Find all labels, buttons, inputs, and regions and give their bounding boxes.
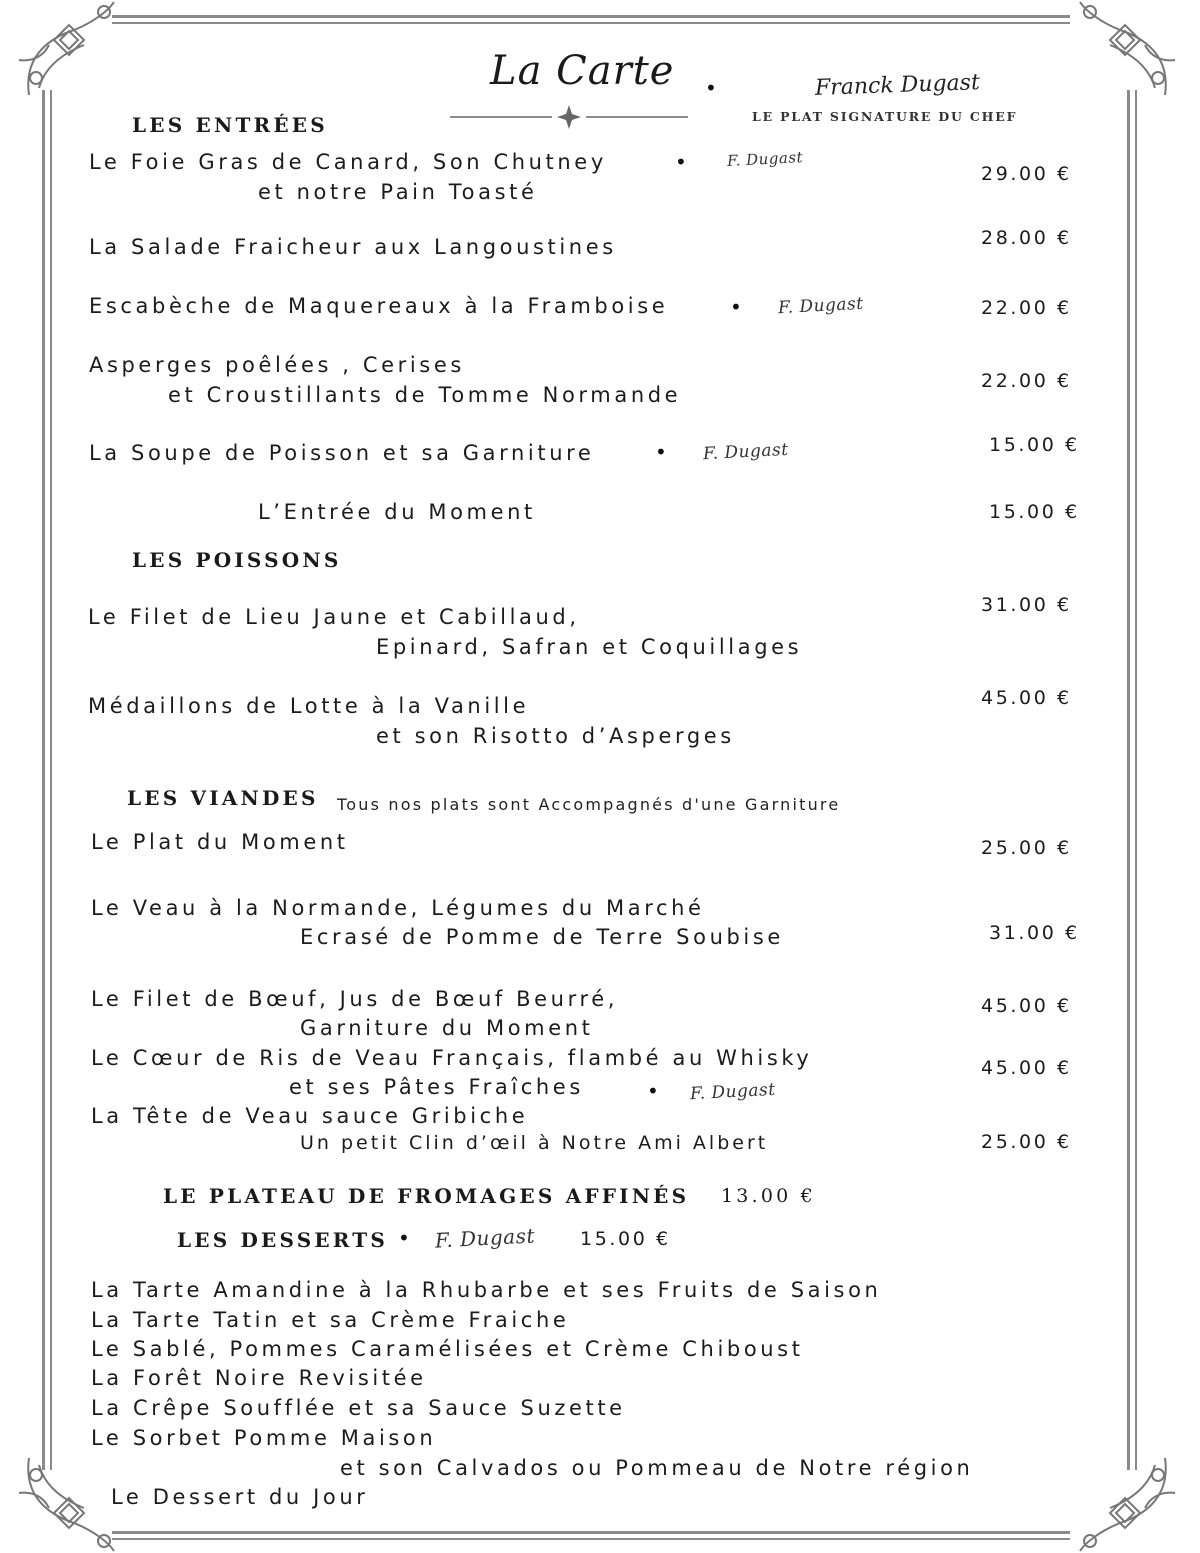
header-bullet: • [705,76,717,100]
menu-item-price: 25.00 € [981,837,1072,859]
menu-item-price: 25.00 € [981,1131,1072,1153]
menu-item-name: Le Cœur de Ris de Veau Français, flambé au Whisky [91,1046,813,1070]
corner-ornament-bottom-right-icon [1070,1453,1180,1553]
chef-signature-mark: F. Dugast [434,1223,536,1253]
menu-item-name: L’Entrée du Moment [258,500,536,524]
section-note: Tous nos plats sont Accompagnés d'une Garniture [337,795,841,814]
dessert-item: La Tarte Tatin et sa Crème Fraiche [91,1308,570,1332]
menu-item-name: Le Veau à la Normande, Légumes du Marché [91,896,705,920]
section-heading-desserts: LES DESSERTS [177,1228,388,1252]
menu-item-name: La Soupe de Poisson et sa Garniture [89,441,595,465]
menu-item-detail: Ecrasé de Pomme de Terre Soubise [300,925,784,949]
frame-top-line-inner [112,22,1070,24]
menu-item-name: Le Filet de Lieu Jaune et Cabillaud, [88,605,580,629]
signature-bullet: • [675,150,687,174]
menu-item-detail: et ses Pâtes Fraîches [289,1075,584,1099]
corner-ornament-bottom-left-icon [14,1453,124,1553]
frame-top-line [112,15,1070,18]
page-title: La Carte [490,48,675,94]
chef-signature-mark: F. Dugast [702,439,790,465]
menu-item-price: 45.00 € [981,687,1072,709]
menu-item-price: 45.00 € [981,1057,1072,1079]
signature-bullet: • [398,1226,410,1250]
menu-item-price: 22.00 € [981,297,1072,319]
menu-item-price: 29.00 € [981,163,1072,185]
menu-item-price: 31.00 € [989,922,1080,944]
menu-item-detail: et notre Pain Toasté [258,180,538,204]
frame-bottom-line-inner [112,1538,1070,1540]
frame-left-line-inner [50,90,52,1470]
dessert-item: Le Dessert du Jour [111,1485,369,1509]
dessert-item: La Forêt Noire Revisitée [91,1366,427,1390]
menu-item-name: Médaillons de Lotte à la Vanille [88,694,530,718]
menu-item-detail: et Croustillants de Tomme Normande [168,383,682,407]
menu-item-detail: Garniture du Moment [300,1016,594,1040]
menu-item-detail: Epinard, Safran et Coquillages [376,635,803,659]
menu-item-price: 45.00 € [981,995,1072,1017]
menu-item-name: Le Plat du Moment [91,830,349,854]
menu-item-price: 22.00 € [981,370,1072,392]
menu-item-detail: et son Risotto d’Asperges [376,724,735,748]
menu-item-name: Asperges poêlées , Cerises [89,353,465,377]
menu-item-price: 28.00 € [981,227,1072,249]
chef-signature-mark: F. Dugast [689,1079,777,1105]
menu-item-name: Le Foie Gras de Canard, Son Chutney [89,150,607,174]
dessert-item: La Crêpe Soufflée et sa Sauce Suzette [91,1396,626,1420]
menu-item-price: 31.00 € [981,594,1072,616]
menu-item-name: Escabèche de Maquereaux à la Framboise [89,294,669,318]
section-heading-viandes: LES VIANDES [127,786,319,810]
desserts-price: 15.00 € [580,1228,671,1250]
fromages-price: 13.00 € [721,1185,816,1207]
dessert-item: Le Sorbet Pomme Maison [91,1426,437,1450]
menu-item-name: La Tête de Veau sauce Gribiche [91,1104,529,1128]
frame-bottom-line [112,1531,1070,1534]
dessert-item: La Tarte Amandine à la Rhubarbe et ses Fruits de Saison [91,1278,882,1302]
frame-right-line [1127,90,1130,1470]
menu-item-price: 15.00 € [989,501,1080,523]
corner-ornament-top-right-icon [1070,0,1180,100]
corner-ornament-top-left-icon [14,0,124,100]
menu-item-name: Le Filet de Bœuf, Jus de Bœuf Beurré, [91,987,619,1011]
title-divider-star-icon [448,103,690,131]
section-heading-entrees: LES ENTRÉES [132,113,328,137]
frame-right-line-inner [1135,90,1137,1470]
menu-item-name: La Salade Fraicheur aux Langoustines [89,235,617,259]
dessert-item-detail: et son Calvados ou Pommeau de Notre région [340,1456,974,1480]
menu-item-price: 15.00 € [989,434,1080,456]
chef-signature-mark: F. Dugast [726,148,804,170]
frame-left-line [42,90,45,1470]
section-heading-fromages: LE PLATEAU DE FROMAGES AFFINÉS [163,1184,690,1208]
section-heading-poissons: LES POISSONS [132,548,342,572]
chef-signature-mark: F. Dugast [777,293,865,319]
signature-legend: LE PLAT SIGNATURE DU CHEF [752,109,1018,124]
signature-bullet: • [655,440,667,464]
menu-item-detail: Un petit Clin d’œil à Notre Ami Albert [300,1132,769,1154]
signature-bullet: • [647,1079,659,1103]
chef-name: Franck Dugast [814,70,981,101]
dessert-item: Le Sablé, Pommes Caramélisées et Crème Chiboust [91,1337,804,1361]
signature-bullet: • [730,295,742,319]
